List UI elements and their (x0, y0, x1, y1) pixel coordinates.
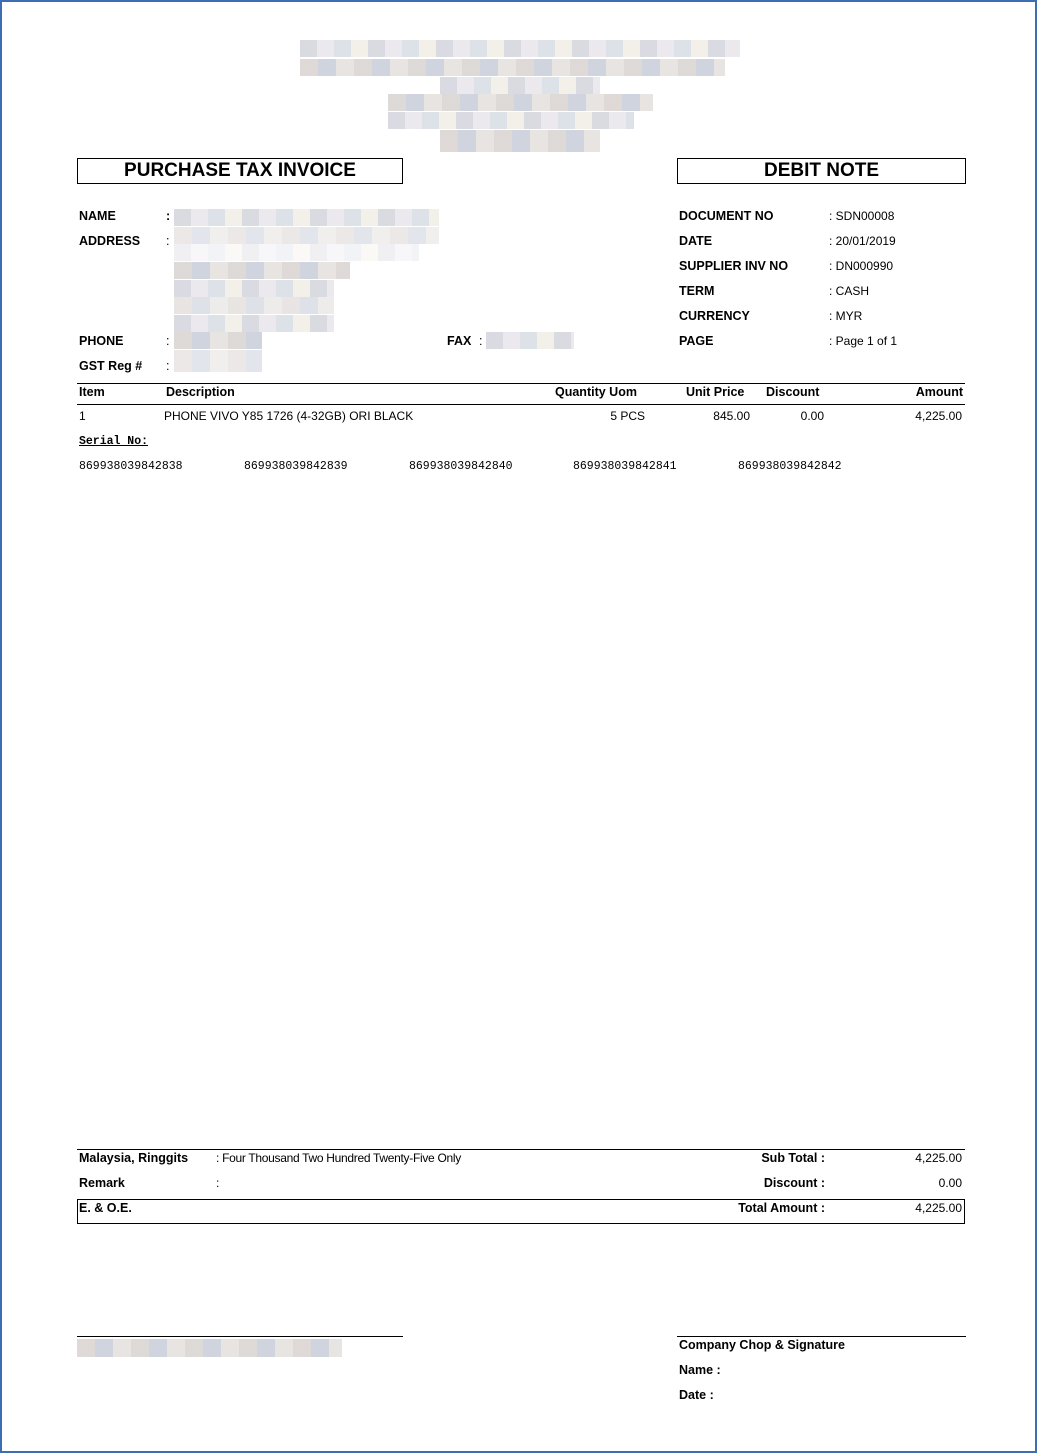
phone-colon: : (166, 334, 170, 348)
fax-label: FAX (447, 334, 472, 348)
serial-number: 869938039842839 (244, 460, 348, 473)
address-redacted-3 (174, 262, 350, 279)
currency-label: Malaysia, Ringgits (79, 1151, 189, 1165)
company-header-redacted-5 (388, 112, 634, 129)
company-header-redacted-4 (388, 94, 653, 111)
address-redacted-4 (174, 280, 334, 297)
doc-info-label-term: TERM (679, 284, 715, 298)
name-colon: : (166, 209, 171, 223)
total-amount-value: 4,225.00 (915, 1201, 962, 1215)
issuer-signature-rule (77, 1336, 403, 1337)
gst-label: GST Reg # (79, 359, 143, 373)
phone-redacted (174, 332, 262, 349)
company-header-redacted-6 (440, 130, 600, 152)
serial-number: 869938039842840 (409, 460, 513, 473)
remark-value: : (216, 1176, 220, 1190)
total-box (77, 1199, 965, 1224)
row-amount: 4,225.00 (915, 409, 962, 423)
doc-info-label-supplier-inv-no: SUPPLIER INV NO (679, 259, 789, 273)
discount-value: 0.00 (938, 1176, 962, 1190)
row-discount: 0.00 (800, 409, 824, 423)
address-redacted-2 (174, 244, 419, 261)
serial-number: 869938039842842 (738, 460, 842, 473)
eoe-label: E. & O.E. (79, 1201, 132, 1215)
doc-info-value-term: : CASH (829, 284, 870, 298)
debit-note-title: DEBIT NOTE (677, 158, 966, 184)
col-header-item: Item (79, 385, 105, 399)
address-colon: : (166, 234, 170, 248)
issuer-name-redacted (77, 1339, 342, 1357)
signature-date-label: Date : (679, 1388, 714, 1402)
serial-number: 869938039842841 (573, 460, 677, 473)
col-header-discount: Discount (766, 385, 820, 399)
serial-number: 869938039842838 (79, 460, 183, 473)
doc-info-value-date: : 20/01/2019 (829, 234, 896, 248)
phone-label: PHONE (79, 334, 124, 348)
doc-info-value-supplier-inv-no: : DN000990 (829, 259, 894, 273)
footer-top-rule (77, 1149, 965, 1150)
gst-redacted (174, 350, 262, 372)
col-header-unit-price: Unit Price (686, 385, 745, 399)
row-unit-price: 845.00 (713, 409, 750, 423)
company-chop-label: Company Chop & Signature (679, 1338, 845, 1352)
subtotal-value: 4,225.00 (915, 1151, 962, 1165)
address-label: ADDRESS (79, 234, 141, 248)
col-header-amount: Amount (915, 385, 963, 399)
col-header-description: Description (166, 385, 235, 399)
name-label: NAME (79, 209, 116, 223)
doc-info-value-page: : Page 1 of 1 (829, 334, 898, 348)
address-redacted-1 (174, 227, 439, 244)
table-top-rule (77, 383, 965, 384)
company-signature-rule (677, 1336, 966, 1337)
doc-info-label-date: DATE (679, 234, 713, 248)
doc-info-value-currency: : MYR (829, 309, 863, 323)
company-header-redacted (300, 40, 740, 57)
supplier-name-redacted (174, 209, 439, 226)
amount-in-words: : Four Thousand Two Hundred Twenty-Five Only (216, 1151, 461, 1165)
subtotal-label: Sub Total : (761, 1151, 825, 1165)
purchase-tax-invoice-title: PURCHASE TAX INVOICE (77, 158, 403, 184)
signature-name-label: Name : (679, 1363, 721, 1377)
doc-info-label-document-no: DOCUMENT NO (679, 209, 774, 223)
remark-label: Remark (79, 1176, 125, 1190)
fax-colon: : (479, 334, 483, 348)
doc-info-label-currency: CURRENCY (679, 309, 750, 323)
total-amount-label: Total Amount : (738, 1201, 825, 1215)
address-redacted-5 (174, 297, 334, 314)
row-qty-uom: 5 PCS (610, 409, 645, 423)
row-item: 1 (79, 409, 86, 423)
doc-info-label-page: PAGE (679, 334, 714, 348)
company-header-redacted-3 (440, 77, 600, 94)
address-redacted-6 (174, 315, 334, 332)
fax-redacted (486, 332, 574, 349)
row-description: PHONE VIVO Y85 1726 (4-32GB) ORI BLACK (164, 409, 414, 423)
col-header-qty-uom: Quantity Uom (555, 385, 637, 399)
gst-colon: : (166, 359, 170, 373)
table-header-rule (77, 404, 965, 405)
doc-info-value-document-no: : SDN00008 (829, 209, 895, 223)
serial-label: Serial No: (79, 435, 149, 448)
discount-label: Discount : (763, 1176, 825, 1190)
company-header-redacted-2 (300, 59, 725, 76)
